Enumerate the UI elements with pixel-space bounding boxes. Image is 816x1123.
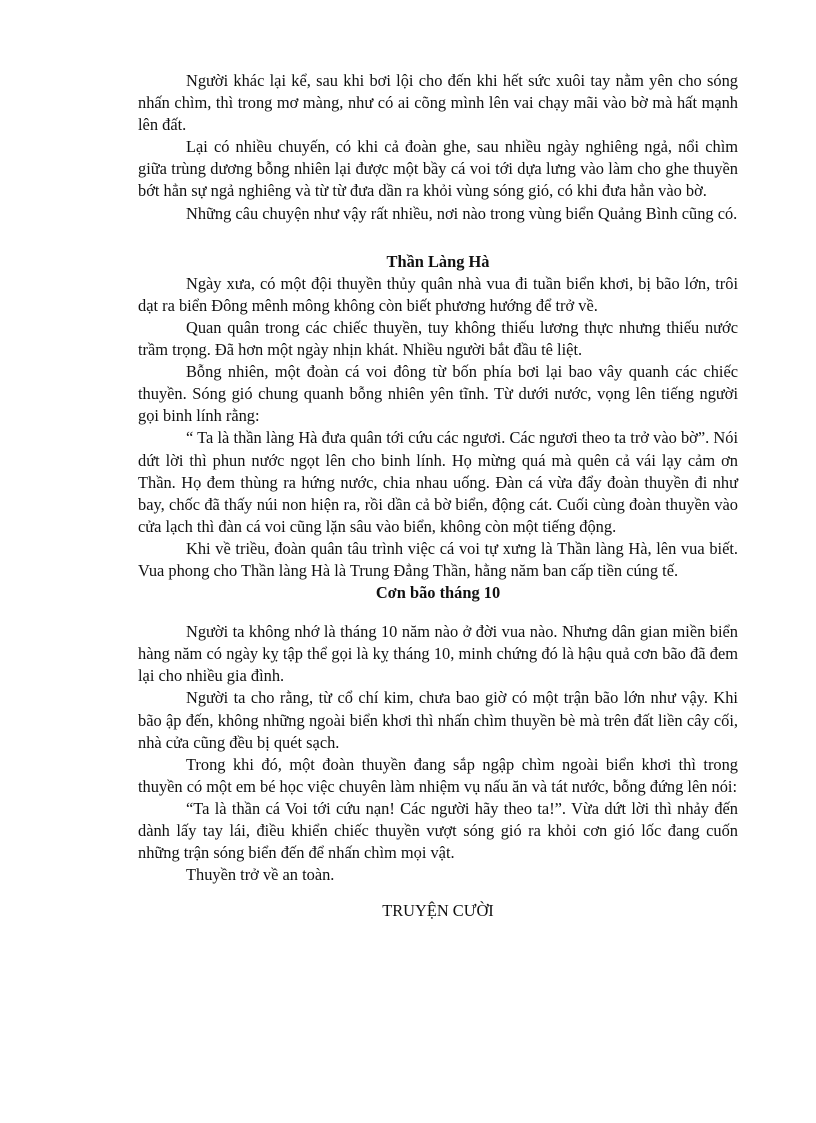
paragraph: Khi về triều, đoàn quân tâu trình việc cá voi tự xưng là Thần làng Hà, lên vua biết. Vua phong cho Thần làng Hà là Trung Đẳng Thần, hằng năm ban cấp tiền cúng tế. bbox=[138, 538, 738, 580]
paragraph: “ Ta là thần làng Hà đưa quân tới cứu các ngươi. Các ngươi theo ta trở vào bờ”. Nói dứt lời thì phun nước ngọt lên cho binh lính. Họ mừng quá mà quên cả vái lạy cảm ơn Thần. Họ đem thùng ra hứng nước, chia nhau uống. Đàn cá vừa đẩy đoàn thuyền đi như bay, chốc đã thấy núi non hiện ra, rồi dần cả bờ biển, động cát. Cuối cùng đoàn thuyền vào cửa lạch thì đàn cá voi cũng lặn sâu vào biển, không còn một tiếng động. bbox=[138, 428, 738, 536]
paragraph: Quan quân trong các chiếc thuyền, tuy không thiếu lương thực nhưng thiếu nước trầm trọng. Đã hơn một ngày nhịn khát. Nhiều người bắt đầu tê liệt. bbox=[138, 317, 738, 360]
paragraph: “Ta là thần cá Voi tới cứu nạn! Các người hãy theo ta!”. Vừa dứt lời thì nhảy đến dành lấy tay lái, điều khiển chiếc thuyền vượt sóng gió ra khỏi cơn gió lốc đang cuốn những trận sóng biển đến để nhấn chìm mọi vật. bbox=[138, 798, 738, 863]
paragraph: Người ta không nhớ là tháng 10 năm nào ở đời vua nào. Nhưng dân gian miền biển hàng năm có ngày kỵ tập thể gọi là kỵ tháng 10, minh chứng đó là hậu quả cơn bão đã đem lại cho nhiều gia đình. bbox=[138, 622, 738, 686]
closing-heading: TRUYỆN CƯỜI bbox=[382, 901, 494, 921]
document-page bbox=[138, 70, 738, 922]
paragraph: Lại có nhiều chuyến, có khi cả đoàn ghe, sau nhiều ngày nghiêng ngả, nổi chìm giữa trùng dương bỗng nhiên lại được một bầy cá voi tới dựa lưng vào làm cho ghe thuyền bớt hẳn sự ngả nghiêng và từ từ đưa dần ra khỏi vùng sóng gió, có khi đưa hẳn vào bờ. bbox=[138, 137, 738, 201]
paragraph: Ngày xưa, có một đội thuyền thủy quân nhà vua đi tuần biển khơi, bị bão lớn, trôi dạt ra biển Đông mênh mông không còn biết phương hướng để trở về. bbox=[138, 273, 738, 315]
paragraph: Người ta cho rằng, từ cổ chí kim, chưa bao giờ có một trận bão lớn như vậy. Khi bão ập đến, không những ngoài biển khơi thì nhấn chìm thuyền bè mà trên đất liền cây cối, nhà cửa cũng đều bị quét sạch. bbox=[138, 688, 738, 752]
paragraph: Người khác lại kể, sau khi bơi lội cho đến khi hết sức xuôi tay nằm yên cho sóng nhấn chìm, thì trong mơ màng, như có ai cõng mình lên vai chạy mãi vào bờ mà hất mạnh lên đất. bbox=[138, 71, 738, 135]
paragraph: Thuyền trở về an toàn. bbox=[186, 865, 335, 885]
paragraph: Những câu chuyện như vậy rất nhiều, nơi nào trong vùng biển Quảng Bình cũng có. bbox=[186, 203, 738, 223]
section-heading-than-lang-ha: Thần Làng Hà bbox=[386, 251, 490, 271]
paragraph: Trong khi đó, một đoàn thuyền đang sắp ngập chìm ngoài biển khơi thì trong thuyền có một em bé học việc chuyên làm nhiệm vụ nấu ăn và tát nước, bỗng đứng lên nói: bbox=[138, 754, 738, 796]
section-heading-con-bao: Cơn bão tháng 10 bbox=[375, 583, 501, 603]
paragraph: Bỗng nhiên, một đoàn cá voi đông từ bốn phía bơi lại bao vây quanh các chiếc thuyền. Sóng gió chung quanh bỗng nhiên yên tĩnh. Từ dưới nước, vọng lên tiếng người gọi binh lính rằng: bbox=[138, 362, 738, 426]
